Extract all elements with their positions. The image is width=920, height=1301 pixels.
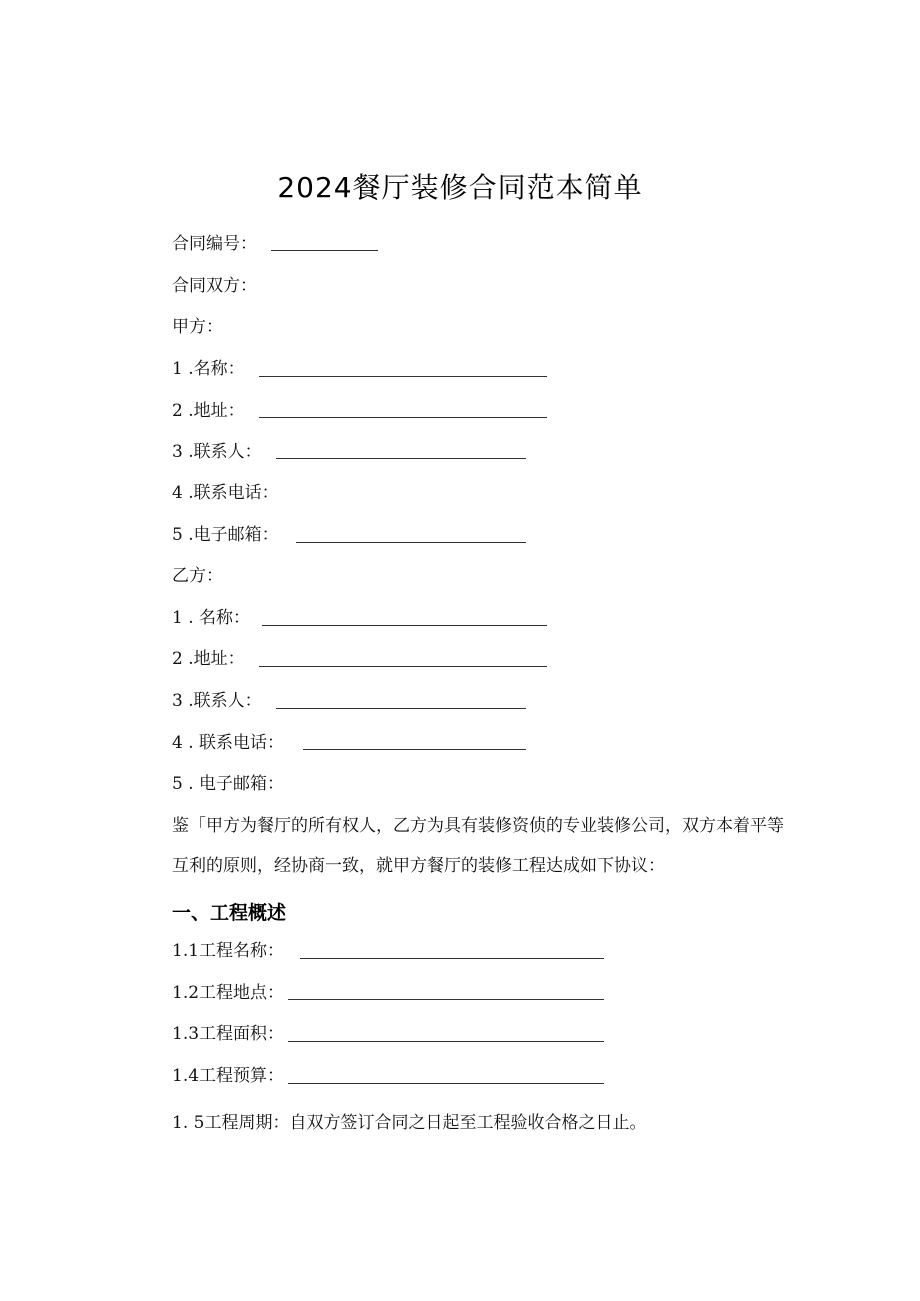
project-area-label: 1.3工程面积： <box>172 1024 285 1044</box>
party-b-label: 乙方： <box>172 566 223 586</box>
party-a-contact-blank[interactable] <box>276 458 526 459</box>
party-b-contact-label: 3 .联系人： <box>172 691 262 711</box>
party-a-address-label: 2 .地址： <box>172 401 245 421</box>
party-b-name-label: 1 . 名称： <box>172 608 251 628</box>
party-b-contact-blank[interactable] <box>276 708 526 709</box>
party-a-name-label: 1 .名称： <box>172 359 245 379</box>
party-b-name-blank[interactable] <box>262 625 547 626</box>
party-b-phone-label: 4 . 联系电话： <box>172 733 285 753</box>
party-a-name-blank[interactable] <box>259 376 547 377</box>
contract-no-blank[interactable] <box>271 250 378 251</box>
party-a-contact-label: 3 .联系人： <box>172 442 262 462</box>
project-name-blank[interactable] <box>300 958 604 959</box>
project-budget-label: 1.4工程预算： <box>172 1066 285 1086</box>
party-a-label: 甲方： <box>172 317 223 337</box>
parties-label: 合同双方： <box>172 276 257 296</box>
contract-no-label: 合同编号： <box>172 234 257 254</box>
project-period: 1. 5工程周期：自双方签订合同之日起至工程验收合格之日止。 <box>172 1113 647 1133</box>
party-b-address-blank[interactable] <box>259 666 547 667</box>
project-location-label: 1.2工程地点： <box>172 983 285 1003</box>
section-1-heading: 一、工程概述 <box>172 902 287 924</box>
project-name-label: 1.1工程名称： <box>172 941 285 961</box>
party-b-phone-blank[interactable] <box>303 749 526 750</box>
party-a-email-blank[interactable] <box>296 542 526 543</box>
party-a-email-label: 5 .电子邮箱： <box>172 525 279 545</box>
project-budget-blank[interactable] <box>288 1083 604 1084</box>
project-location-blank[interactable] <box>288 999 604 1000</box>
party-a-address-blank[interactable] <box>259 417 547 418</box>
party-b-address-label: 2 .地址： <box>172 649 245 669</box>
intro-paragraph: 鉴「甲方为餐厅的所有权人，乙方为具有装修资侦的专业装修公司，双方本着平等互利的原则，经协商一致，就甲方餐厅的装修工程达成如下协议： <box>172 816 784 876</box>
project-area-blank[interactable] <box>288 1041 604 1042</box>
party-a-phone-label: 4 .联系电话： <box>172 483 279 503</box>
document-title: 2024餐厅装修合同范本简单 <box>277 171 643 204</box>
party-b-email-label: 5 . 电子邮箱： <box>172 774 285 794</box>
